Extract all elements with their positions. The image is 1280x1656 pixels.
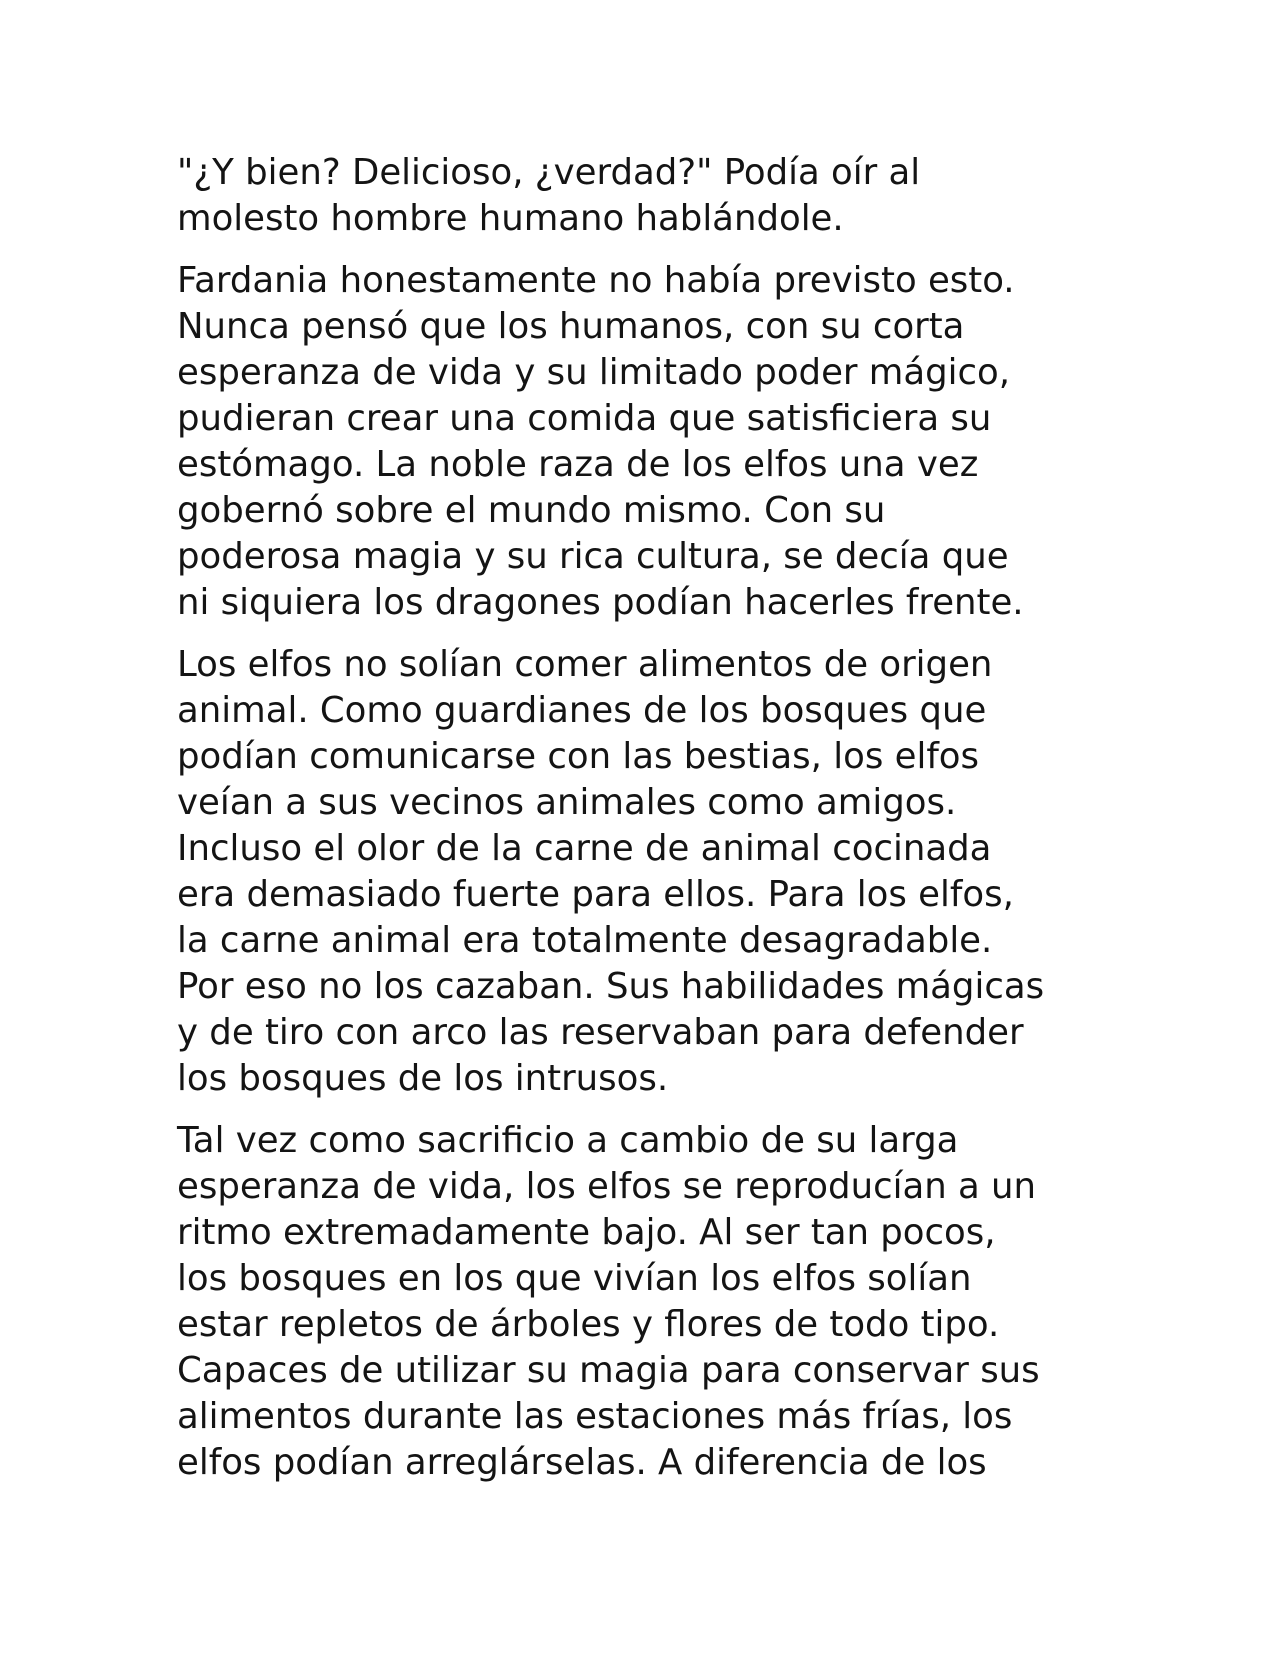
text-line: Capaces de utilizar su magia para conservar sus (177, 1350, 1040, 1391)
text-line: los bosques de los intrusos. (177, 1058, 669, 1099)
text-line: ni siquiera los dragones podían hacerles frente. (177, 582, 1024, 623)
text-line: los bosques en los que vivían los elfos solían (177, 1258, 972, 1299)
text-line: esperanza de vida y su limitado poder mágico, (177, 352, 1011, 393)
text-line: Tal vez como sacrificio a cambio de su larga (177, 1120, 959, 1161)
text-line: "¿Y bien? Delicioso, ¿verdad?" Podía oír al (177, 152, 921, 193)
paragraph-3 (177, 642, 1117, 1102)
text-line: poderosa magia y su rica cultura, se decía que (177, 536, 1009, 577)
text-line: Incluso el olor de la carne de animal cocinada (177, 828, 992, 869)
text-line: y de tiro con arco las reservaban para defender (177, 1012, 1024, 1053)
paragraph-1 (177, 150, 1117, 242)
text-line: estómago. La noble raza de los elfos una vez (177, 444, 979, 485)
text-line: ritmo extremadamente bajo. Al ser tan pocos, (177, 1212, 996, 1253)
text-line: molesto hombre humano hablándole. (177, 198, 844, 239)
text-line: la carne animal era totalmente desagradable. (177, 920, 993, 961)
text-line: estar repletos de árboles y flores de todo tipo. (177, 1304, 1000, 1345)
document-body (177, 150, 1117, 1502)
text-line: veían a sus vecinos animales como amigos. (177, 782, 957, 823)
text-line: Los elfos no solían comer alimentos de origen (177, 644, 993, 685)
text-line: alimentos durante las estaciones más frías, los (177, 1396, 1013, 1437)
text-line: elfos podían arreglárselas. A diferencia de los (177, 1442, 987, 1483)
text-line: gobernó sobre el mundo mismo. Con su (177, 490, 886, 531)
text-line: Fardania honestamente no había previsto esto. (177, 260, 1015, 301)
text-line: podían comunicarse con las bestias, los elfos (177, 736, 980, 777)
text-line: esperanza de vida, los elfos se reproducían a un (177, 1166, 1037, 1207)
paragraph-4 (177, 1118, 1117, 1486)
text-line: animal. Como guardianes de los bosques que (177, 690, 987, 731)
text-line: Nunca pensó que los humanos, con su corta (177, 306, 965, 347)
paragraph-2 (177, 258, 1117, 626)
text-line: era demasiado fuerte para ellos. Para los elfos, (177, 874, 1014, 915)
text-line: pudieran crear una comida que satisficiera su (177, 398, 992, 439)
text-line: Por eso no los cazaban. Sus habilidades mágicas (177, 966, 1045, 1007)
